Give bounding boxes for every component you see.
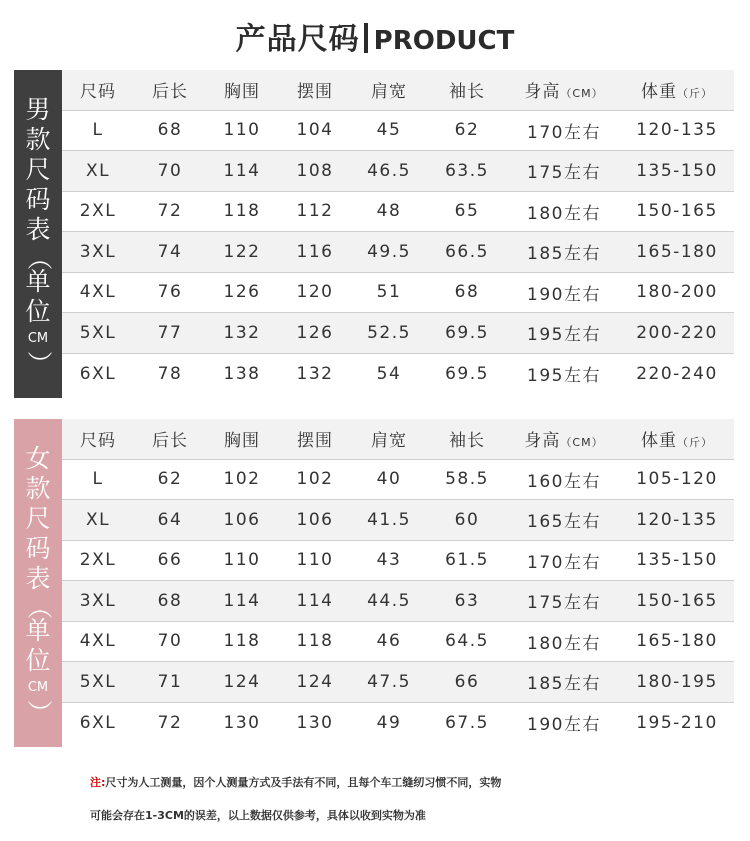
cell-sleeve: 68 (454, 282, 480, 303)
cell-size: L (92, 469, 104, 490)
note-text-2: 可能会存在1-3CM的误差，以上数据仅供参考，具体以收到实物为准 (90, 809, 426, 822)
women-side-paren-close: ） (24, 700, 53, 725)
cell-shoulder: 41.5 (367, 509, 411, 530)
cell-weight: 135-150 (636, 550, 718, 571)
cell-back-length: 77 (157, 322, 183, 343)
cell-sleeve: 62 (454, 120, 480, 141)
header-weight-label: 体重 (641, 431, 677, 452)
cell-sleeve: 61.5 (445, 550, 489, 571)
header-height-unit: （CM） (560, 87, 604, 101)
women-table-header (62, 419, 734, 460)
cell-size: 4XL (79, 631, 117, 652)
header-back-length: 后长 (152, 82, 188, 103)
header-size: 尺码 (80, 431, 116, 452)
cell-hem: 108 (296, 160, 334, 181)
cell-chest: 124 (223, 671, 261, 692)
cell-back-length: 64 (157, 509, 183, 530)
cell-sleeve: 65 (454, 201, 480, 222)
cell-hem: 132 (296, 363, 334, 384)
cell-shoulder: 43 (376, 550, 402, 571)
cell-weight: 180-200 (636, 282, 718, 303)
cell-shoulder: 47.5 (367, 671, 411, 692)
cell-weight: 135-150 (636, 160, 718, 181)
page-title (0, 14, 750, 58)
page-title-en: PRODUCT (373, 26, 515, 56)
cell-weight: 150-165 (636, 590, 718, 611)
table-row (62, 500, 734, 541)
header-height (508, 426, 620, 451)
women-side-unit-cn: 单位 (25, 616, 51, 675)
cell-weight: 150-165 (636, 201, 718, 222)
header-height-label: 身高 (524, 82, 561, 103)
cell-shoulder: 46 (376, 631, 402, 652)
cell-size: 4XL (79, 282, 117, 303)
cell-chest: 110 (223, 550, 261, 571)
header-sleeve: 袖长 (449, 82, 485, 103)
cell-chest: 106 (223, 509, 261, 530)
cell-shoulder: 44.5 (367, 590, 411, 611)
cell-sleeve: 64.5 (445, 631, 489, 652)
header-back-length: 后长 (152, 431, 188, 452)
table-row (62, 460, 734, 501)
table-row (62, 622, 734, 663)
header-weight (620, 77, 734, 102)
cell-hem: 104 (296, 120, 334, 141)
header-sleeve: 袖长 (449, 431, 485, 452)
cell-size: 3XL (79, 241, 117, 262)
cell-shoulder: 49 (376, 712, 402, 733)
cell-sleeve: 60 (454, 509, 480, 530)
cell-height: 185左右 (527, 244, 601, 265)
cell-shoulder: 46.5 (367, 160, 411, 181)
cell-chest: 102 (223, 469, 261, 490)
cell-chest: 126 (223, 282, 261, 303)
women-side-title: 女款尺码表 (25, 444, 51, 593)
cell-size: 6XL (79, 363, 117, 384)
cell-weight: 165-180 (636, 631, 718, 652)
cell-sleeve: 58.5 (445, 469, 489, 490)
cell-size: 3XL (79, 590, 117, 611)
measurement-note-line2 (90, 807, 426, 823)
cell-chest: 114 (223, 590, 261, 611)
table-row (62, 192, 734, 233)
cell-weight: 120-135 (636, 120, 718, 141)
cell-height: 185左右 (527, 674, 601, 695)
cell-chest: 132 (223, 322, 261, 343)
cell-shoulder: 45 (376, 120, 402, 141)
cell-weight: 105-120 (636, 469, 718, 490)
cell-hem: 114 (296, 590, 334, 611)
header-shoulder: 肩宽 (371, 82, 407, 103)
cell-weight: 220-240 (636, 363, 718, 384)
cell-back-length: 68 (157, 120, 183, 141)
cell-size: 2XL (79, 201, 117, 222)
header-chest: 胸围 (224, 82, 260, 103)
cell-hem: 110 (296, 550, 334, 571)
cell-back-length: 78 (157, 363, 183, 384)
header-hem: 摆围 (297, 431, 333, 452)
men-table-header (62, 70, 734, 111)
cell-chest: 110 (223, 120, 261, 141)
cell-height: 175左右 (527, 593, 601, 614)
cell-hem: 102 (296, 469, 334, 490)
cell-shoulder: 49.5 (367, 241, 411, 262)
cell-weight: 180-195 (636, 671, 718, 692)
women-side-unit: CM (27, 680, 49, 695)
table-row (62, 703, 734, 744)
cell-sleeve: 69.5 (445, 363, 489, 384)
cell-hem: 124 (296, 671, 334, 692)
table-row (62, 662, 734, 703)
cell-sleeve: 67.5 (445, 712, 489, 733)
cell-weight: 120-135 (636, 509, 718, 530)
men-side-unit-cn: 单位 (25, 267, 51, 326)
header-weight-label: 体重 (641, 82, 677, 103)
cell-chest: 130 (223, 712, 261, 733)
cell-hem: 118 (296, 631, 334, 652)
header-hem: 摆围 (297, 82, 333, 103)
women-size-section (14, 419, 734, 747)
table-row (62, 273, 734, 314)
cell-back-length: 74 (157, 241, 183, 262)
men-side-label (14, 70, 62, 398)
cell-weight: 200-220 (636, 322, 718, 343)
cell-shoulder: 51 (376, 282, 402, 303)
cell-hem: 112 (296, 201, 334, 222)
cell-shoulder: 54 (376, 363, 402, 384)
cell-hem: 130 (296, 712, 334, 733)
cell-back-length: 66 (157, 550, 183, 571)
women-side-label (14, 419, 62, 747)
header-height-label: 身高 (524, 431, 561, 452)
men-side-title: 男款尺码表 (25, 95, 51, 244)
cell-hem: 126 (296, 322, 334, 343)
table-row (62, 232, 734, 273)
cell-size: L (92, 120, 104, 141)
cell-size: XL (85, 509, 111, 530)
cell-chest: 118 (223, 631, 261, 652)
header-weight-unit: （斤） (677, 436, 713, 450)
cell-weight: 195-210 (636, 712, 718, 733)
header-shoulder: 肩宽 (371, 431, 407, 452)
cell-size: 2XL (79, 550, 117, 571)
title-separator (364, 23, 368, 53)
cell-chest: 114 (223, 160, 261, 181)
cell-size: XL (85, 160, 111, 181)
cell-back-length: 62 (157, 469, 183, 490)
header-height-unit: （CM） (560, 436, 604, 450)
cell-size: 5XL (79, 322, 117, 343)
cell-height: 190左右 (527, 715, 601, 736)
women-side-paren-open: （ (24, 594, 53, 619)
men-side-paren-open: （ (24, 245, 53, 270)
women-size-table (62, 419, 734, 743)
cell-height: 170左右 (527, 552, 601, 573)
men-size-table (62, 70, 734, 394)
cell-shoulder: 52.5 (367, 322, 411, 343)
table-row (62, 541, 734, 582)
cell-back-length: 70 (157, 631, 183, 652)
note-text-1: 尺寸为人工测量，因个人测量方式及手法有不同，且每个车工缝纫习惯不同，实物 (105, 776, 502, 789)
cell-sleeve: 69.5 (445, 322, 489, 343)
cell-hem: 120 (296, 282, 334, 303)
cell-height: 160左右 (527, 471, 601, 492)
page-title-cn: 产品尺码 (235, 22, 360, 57)
cell-shoulder: 40 (376, 469, 402, 490)
cell-height: 170左右 (527, 122, 601, 143)
table-row (62, 111, 734, 152)
cell-back-length: 76 (157, 282, 183, 303)
cell-chest: 138 (223, 363, 261, 384)
cell-back-length: 68 (157, 590, 183, 611)
cell-sleeve: 63 (454, 590, 480, 611)
header-chest: 胸围 (224, 431, 260, 452)
cell-height: 180左右 (527, 633, 601, 654)
cell-sleeve: 66 (454, 671, 480, 692)
cell-sleeve: 66.5 (445, 241, 489, 262)
cell-height: 195左右 (527, 366, 601, 387)
cell-shoulder: 48 (376, 201, 402, 222)
table-row (62, 581, 734, 622)
cell-height: 180左右 (527, 203, 601, 224)
men-side-paren-close: ） (24, 351, 53, 376)
men-size-section (14, 70, 734, 398)
cell-weight: 165-180 (636, 241, 718, 262)
header-weight (620, 426, 734, 451)
cell-back-length: 72 (157, 712, 183, 733)
cell-height: 165左右 (527, 512, 601, 533)
header-height (508, 77, 620, 102)
cell-height: 195左右 (527, 325, 601, 346)
header-weight-unit: （斤） (677, 87, 713, 101)
measurement-note-line1 (90, 774, 501, 790)
cell-size: 6XL (79, 712, 117, 733)
cell-back-length: 72 (157, 201, 183, 222)
cell-chest: 118 (223, 201, 261, 222)
table-row (62, 313, 734, 354)
cell-sleeve: 63.5 (445, 160, 489, 181)
header-size: 尺码 (80, 82, 116, 103)
note-prefix: 注: (90, 776, 106, 789)
cell-size: 5XL (79, 671, 117, 692)
cell-back-length: 70 (157, 160, 183, 181)
table-row (62, 354, 734, 395)
cell-chest: 122 (223, 241, 261, 262)
cell-hem: 106 (296, 509, 334, 530)
cell-height: 175左右 (527, 163, 601, 184)
cell-back-length: 71 (157, 671, 183, 692)
men-side-unit: CM (27, 331, 49, 346)
cell-height: 190左右 (527, 284, 601, 305)
cell-hem: 116 (296, 241, 334, 262)
table-row (62, 151, 734, 192)
